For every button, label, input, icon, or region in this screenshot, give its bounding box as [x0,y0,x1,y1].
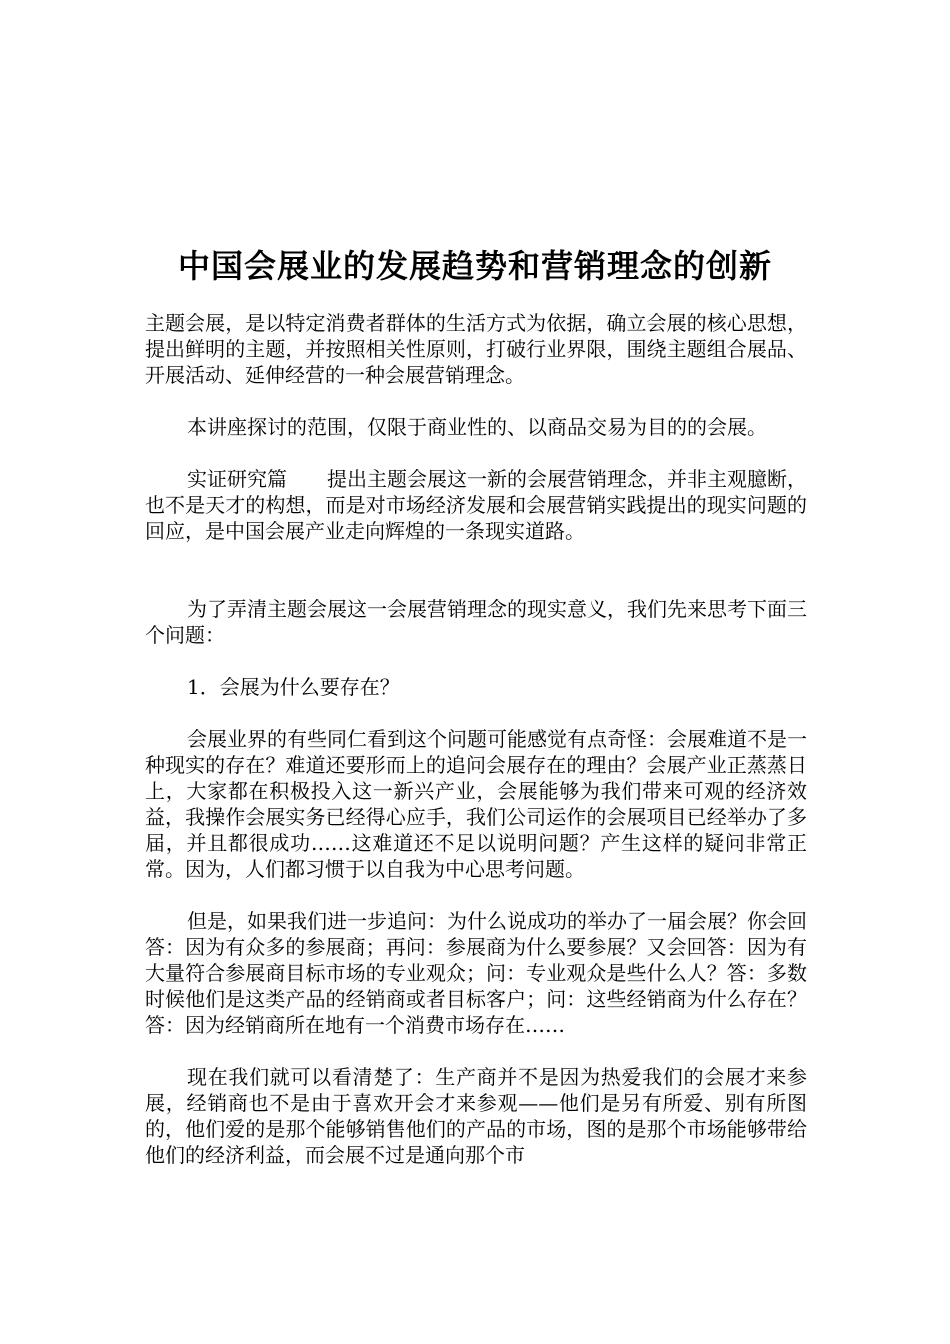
question-heading-1: 1．会展为什么要存在？ [187,675,400,699]
paragraph-three-questions-intro: 为了弄清主题会展这一会展营销理念的现实意义，我们先来思考下面三个问题： [145,597,807,647]
document-title: 中国会展业的发展趋势和营销理念的创新 [177,247,772,285]
document-body [145,310,807,1194]
paragraph-empirical-research: 实证研究篇 提出主题会展这一新的会展营销理念，并非主观臆断，也不是天才的构想，而是对市场经济发展和会展营销实践提出的现实问题的回应，是中国会展产业走向辉煌的一条现实道路。 [145,467,807,543]
paragraph-conclusion: 现在我们就可以看清楚了：生产商并不是因为热爱我们的会展才来参展，经销商也不是由于喜欢开会才来参观——他们是另有所爱、别有所图的，他们爱的是那个能够销售他们的产品的市场，图的是那个市场能够带给他们的经济利益，而会展不过是通向那个市 [145,1065,807,1167]
paragraph-definition: 主题会展，是以特定消费者群体的生活方式为依据，确立会展的核心思想，提出鲜明的主题，并按照相关性原则，打破行业界限，围绕主题组合展品、开展活动、延伸经营的一种会展营销理念。 [145,311,807,387]
paragraph-scope: 本讲座探讨的范围，仅限于商业性的、以商品交易为目的的会展。 [187,415,767,439]
paragraph-question-1-discussion: 会展业界的有些同仁看到这个问题可能感觉有点奇怪：会展难道不是一种现实的存在？难道还要形而上的追问会展存在的理由？会展产业正蒸蒸日上，大家都在积极投入这一新兴产业，会展能够为我们带来可观的经济效益，我操作会展实务已经得心应手，我们公司运作的会展项目已经举办了多届，并且都很成功……这难道还不足以说明问题？产生这样的疑问非常正常。因为，人们都习惯于以自我为中心思考问题。 [145,727,807,881]
paragraph-further-inquiry: 但是，如果我们进一步追问：为什么说成功的举办了一届会展？你会回答：因为有众多的参展商；再问：参展商为什么要参展？又会回答：因为有大量符合参展商目标市场的专业观众；问：专业观众是些什么人？答：多数时候他们是这类产品的经销商或者目标客户；问：这些经销商为什么存在？答：因为经销商所在地有一个消费市场存在…… [145,909,807,1037]
